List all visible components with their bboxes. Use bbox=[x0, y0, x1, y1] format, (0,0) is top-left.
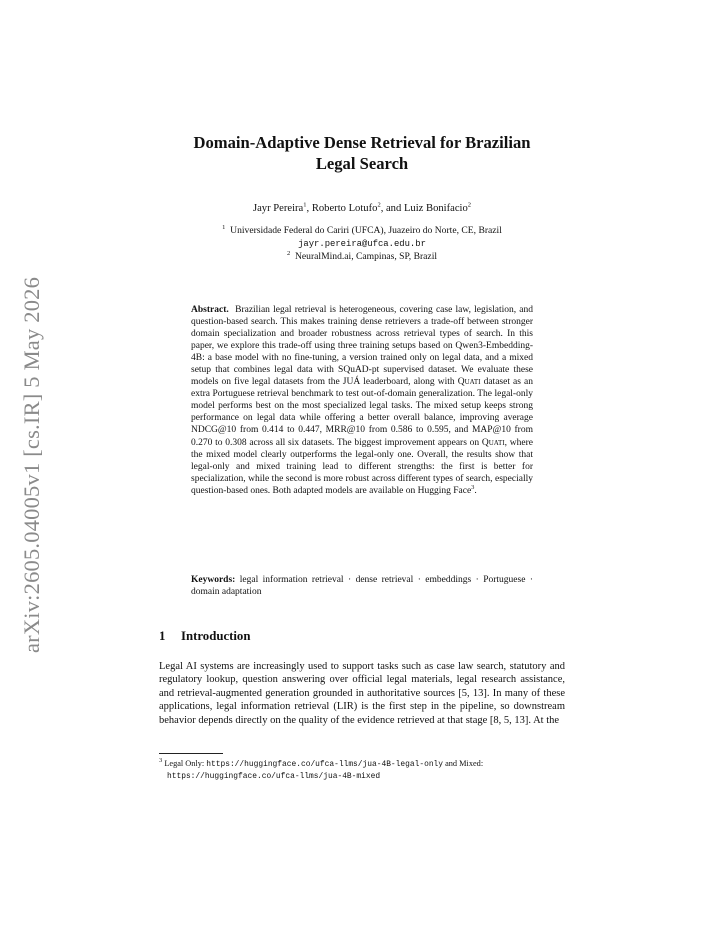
abstract-text: Brazilian legal retrieval is heterogeneous, covering case law, legislation, and question-based search. This makes training dense retrievers a trade-off between stronger domain specialization and broader robustness across retrieval types of search. In this paper, we explore this trade-off using three training setups based on Qwen3-Embedding-4B: a base model with no fine-tuning, a version trained only on legal data, and a mixed setup that combines legal data with SQuAD-pt supervised dataset. We evaluate these models on five legal datasets from the JUÁ leaderboard, along with bbox=[191, 305, 533, 388]
quati-mention: Quati bbox=[481, 437, 505, 448]
footnote bbox=[159, 758, 565, 782]
quati-mention: Quati bbox=[457, 377, 481, 388]
footnote-line-2 bbox=[159, 770, 565, 782]
abstract-label: Abstract. bbox=[191, 305, 229, 315]
author-name: Luiz Bonifacio bbox=[403, 203, 468, 214]
section-title: Introduction bbox=[181, 629, 251, 643]
affiliation-mark: 2 bbox=[286, 249, 291, 257]
email-line bbox=[159, 238, 565, 251]
affiliation-mark: 1 bbox=[303, 201, 307, 209]
introduction-paragraph: Legal AI systems are increasingly used to support tasks such as case law search, statutory and regulatory lookup, question answering over official legal materials, legal research assistance, and retrieval-augmented generation grounded in authoritative sources [5, 13]. In many of these applications, legal information retrieval (LIR) is the first step in the pipeline, so downstream behavior depends directly on the quality of the evidence retrieved at that stage [8, 5, 13]. At the bbox=[159, 661, 565, 726]
footnote-mid: and Mixed: bbox=[443, 759, 484, 768]
abstract bbox=[191, 304, 533, 497]
footnote-mark: 3 bbox=[159, 757, 163, 765]
author-list: Jayr Pereira$^1$, Roberto Lotufo$^2$, and Luiz Bonifacio$^2$ bbox=[252, 201, 472, 214]
paper-title bbox=[159, 132, 565, 174]
abstract-text: . bbox=[474, 485, 477, 496]
keywords bbox=[191, 574, 533, 598]
footnote-prefix: Legal Only: bbox=[164, 759, 207, 768]
author-name: Jayr Pereira bbox=[252, 203, 304, 214]
affiliation-mark: 1 bbox=[222, 223, 226, 231]
title-line-2: Legal Search bbox=[315, 154, 409, 173]
footnote-divider bbox=[159, 753, 223, 754]
legal-only-model-link[interactable]: https://huggingface.co/ufca-llms/jua-4B-legal-only bbox=[206, 760, 444, 769]
footnote-line-1 bbox=[159, 758, 565, 770]
arxiv-identifier-stamp bbox=[18, 265, 46, 665]
keywords-label: Keywords: bbox=[191, 575, 236, 585]
arxiv-stamp-text: arXiv:2605.04005v1 [cs.IR] 5 May 2026 bbox=[19, 276, 45, 654]
abstract-text: , where the mixed model clearly outperforms the legal-only one. Overall, the results show that legal-only and mixed training lead to different strengths: the first is better for specialization, while the second is more robust across different types of search, especially question-based ones. Both adapted models are available on Hugging Face bbox=[191, 437, 533, 496]
author-name: Roberto Lotufo bbox=[311, 203, 378, 214]
affiliation-2 bbox=[159, 251, 565, 264]
affiliation-1 bbox=[159, 225, 565, 238]
mixed-model-link[interactable]: https://huggingface.co/ufca-llms/jua-4B-mixed bbox=[167, 772, 381, 781]
affiliation-2-text: NeuralMind.ai, Campinas, SP, Brazil bbox=[295, 251, 438, 262]
affiliation-mark: 2 bbox=[467, 201, 472, 209]
author-separator: , and bbox=[380, 203, 404, 214]
affiliation-1-text: Universidade Federal do Cariri (UFCA), Juazeiro do Norte, CE, Brazil bbox=[230, 225, 502, 236]
abstract-text: dataset as an extra Portuguese retrieval benchmark to test out-of-domain generalization. The legal-only model performs best on the most specialized legal tasks. The mixed setup keeps strong performance on legal data while offering a better overall balance, improving average NDCG@10 from 0.414 to 0.447, MRR@10 from 0.586 to 0.595, and MAP@10 from 0.270 to 0.308 across all six datasets. The biggest improvement appears on bbox=[191, 377, 533, 448]
keywords-text: legal information retrieval · dense retrieval · embeddings · Portuguese · domain adaptation bbox=[191, 575, 534, 598]
section-number: 1 bbox=[159, 629, 166, 643]
footnote-mark[interactable]: 3 bbox=[471, 483, 475, 491]
author-email-link[interactable]: jayr.pereira@ufca.edu.br bbox=[298, 239, 426, 249]
affiliation-mark: 2 bbox=[377, 201, 381, 209]
section-heading bbox=[159, 629, 250, 644]
title-line-1: Domain-Adaptive Dense Retrieval for Brazilian bbox=[193, 133, 531, 152]
